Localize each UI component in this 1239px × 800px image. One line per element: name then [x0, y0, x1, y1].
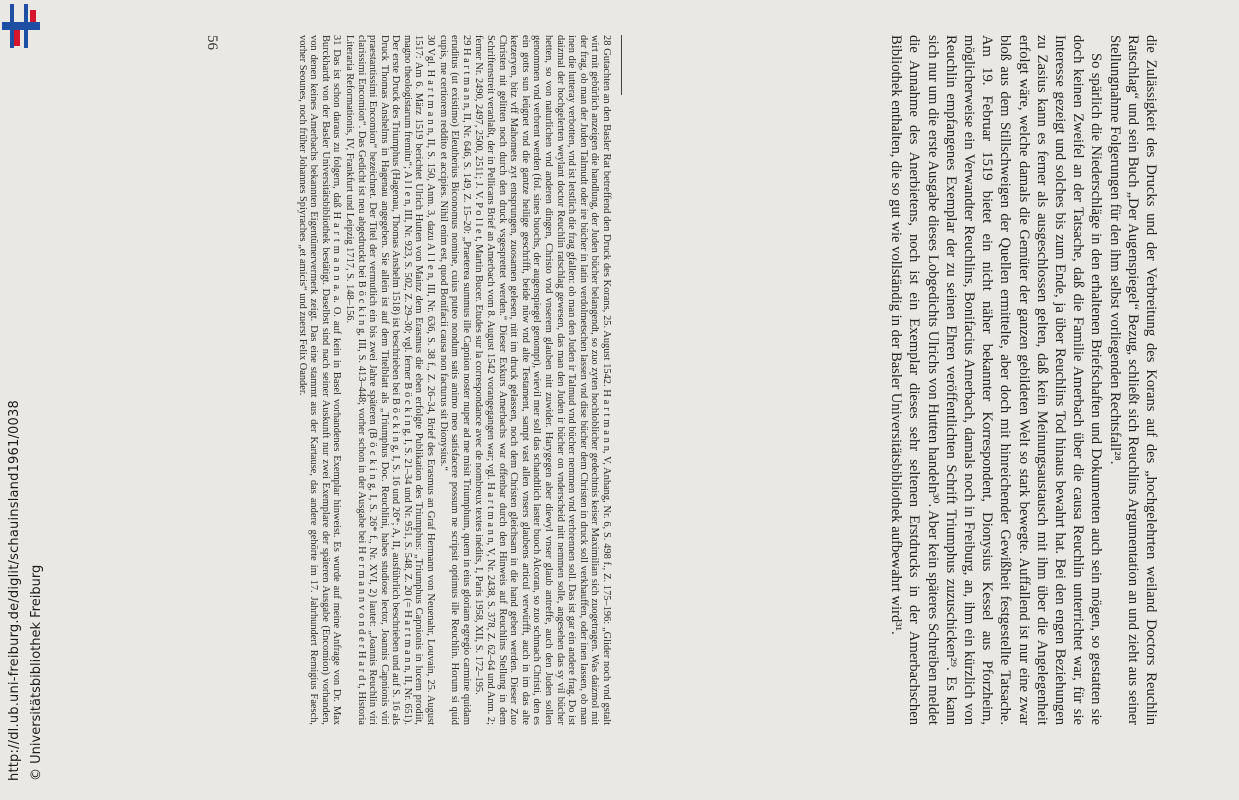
body-text [887, 35, 1160, 725]
footnote: 29 H a r t m a n n, II, Nr. 646, S. 149, Z. 15–20: „Praeterea summus ille Capnion noster nuper ad me misit Triumphum, quem in eius gloriam egregio carmine quidam eruditus (ut existimo) Eleutherius Biconomus nomine, cuius puteo nondum satis animo meo satisfacere possum ne scripsit optimus ille Reuchlin. Horum si quid cupis, me certiorem reddito et accipies. Nihil enim est, quod Bonifacii causa non facturus sit Dionysius.“ [437, 35, 472, 725]
footnote: 31 Das ist schon daraus zu folgern, daß H a r t m a n n a. a. O. auf kein in Basel vorhandenes Exemplar hinweist. Es wurde auf meine Anfrage von Dr. Max Burckhardt von der Basler Universitätsbibliothek bestätigt. Daselbst sind nach seiner Auskunft nur zwei Exemplare der späteren Ausgabe (Encomion) vorhanden, von denen keines Amerbachs bekannten Eigentümervermerk zeigt. Das eine stammt aus der Kartause, das andere gehörte im 17. Jahrhundert Remigius Faesch, vorher Seounes, noch früher Johannes Spiyraches „et amicis“ und zuerst Felix Oander. [296, 35, 343, 725]
library-logo [0, 0, 44, 60]
footnote: 28 Gutachten an den Basler Rat betreffend den Druck des Korans, 25. August 1542. H a r t m a n n, V, Anhang, Nr. 6, S. 498 f., Z. 175–196: „Glider noch vnd gstalt wirt mit gebürlich anzeigen die handlung, der Juden bücher belangendt, so zuo zyten hochloblicher gedechtnis keiser Maximilian sich zuogetragen. Was daizmol mit der frag, ob man der Juden Talmudt oder ire bücher in latin verdolmetschen lassen vnd dise bücher dem Christen in druck soll verkhauffen, oder inen lassen, ob man inen die lutteray verbotten, vnd ist letstlich die frag gfallen: ob man den Juden ir Talmud vnd bücher nemmen vnd verbrennen soll. Das ist gar ein andere frag. Do ist daizmal der hochgelerten weylant doctor Reuchlin ratschlag gewesen, das man den Juden ir bücher on vnderscheid nitt nemmen solle, angesehen das sy vil bücher hetten, so von naturlichen vnd anderen dingen, Christo vnd vnserem glauben nitt zuwider. Harygegen aber diewyl vnser glaub antreffe, auch den Juden sollen genommen vnd verbrent werden (fol. sines buochs, der augenspiegel genompt), wievil mer soll das schandtlich laster buoch Alcoran, so zuo schmach Christi, den es ein gotts sun leügnet vnd die gantze heilige geschrifft, beide nüw vnd alte Testament, sampt vast allen vnsers glaubens articul verwürfft, auch in im das alte ketzeryen, bitz vff Mahomets zyt entsprungen, zuosamen gelesen, nitt im druck gelassen, noch dem Christen gleichsam in die hand geben werden. Dieser Zuo Christen nit gelitten noch durch den druck vsgesprettet werden.“ Dieser Exkurs Amerbachs war offenbar durch den Hinweis auf Reuchlins Stellung in dem Schriftenstreit veranlaßt, der in Pellicans Brief an Amerbach vom 8. August 1542 vorangegangen war; vgl. H a r t m a n n, V, Nr. 2438, S. 378, Z. 62–64 und Anm. 2; ferner Nr. 2490, 2497, 2500, 2511; J. V. P o l l e t, Martin Bucer. Etudes sur la correspondance avec de nombreux textes inédits, I, Paris 1958, XII, S. 172–195. [473, 35, 612, 725]
page-content [160, 35, 1160, 725]
source-url[interactable]: http://dl.ub.uni-freiburg.de/diglit/schauinsland1961/0038 [7, 400, 22, 781]
copyright-notice: © Universitätsbibliothek Freiburg [29, 564, 44, 781]
scanned-page [160, 35, 1160, 765]
footnotes [295, 35, 612, 725]
paragraph: die Zulässigkeit des Drucks und der Verbreitung des Korans auf des „hochgelehrten weiland Doctors Reuchlin Ratschlag“ und sein Buch „Der Augenspiegel“ Bezug, schließt sich Reuchlins Argumentation an und zieht aus seiner Stellungnahme Folgerungen für den ihm selbst vorliegenden Rechtsfall²⁸. [1106, 35, 1159, 725]
paragraph: So spärlich die Niederschläge in den erhaltenen Briefschaften und Dokumenten auch sein mögen, so gestatten sie doch keinen Zweifel an der Tatsache, daß die Familie Amerbach über die causa Reuchlin unterrichtet war, für sie Interesse gezeigt und solches bis zum Ende, ja über Reuchlins Tod hinaus bewahrt hat. Bei den engen Beziehungen zu Zasius kann es ferner als ausgeschlossen gelten, daß kein Meinungsaustausch mit ihm über die Angelegenheit erfolgt wäre, welche damals die Gemüter der ganzen gebildeten Welt so stark bewegte. Auffallend ist nur eine zwar bloß aus dem Stillschweigen der Quellen ermittelte, aber doch mit hinreichender Gewißheit festgestellte Tatsache. Am 19. Februar 1519 bietet ein nicht näher bekannter Korrespondent, Dionysius Kessel aus Pforzheim, möglicherweise ein Verwandter Reuchlins, Bonifacius Amerbach, damals noch in Freiburg, an, ihm ein kürzlich von Reuchlin empfangenes Exemplar der zu seinen Ehren veröffentlichten Schrift Triumphus zuzuschicken²⁹. Es kann sich nur um die erste Ausgabe dieses Lobgedichts Ulrichs von Hutten handeln³⁰. Aber kein späteres Schreiben meldet die Annahme des Anerbietens, noch ist ein Exemplar dieses sehr seltenen Erstdrucks in der Amerbachschen Bibliothek enthalten, die so gut wie vollständig in der Basler Universitätsbibliothek aufbewahrt wird³¹. [888, 35, 1105, 725]
page-number: 56 [204, 35, 220, 50]
footnote-rule [621, 35, 622, 95]
footnote: 30 Vgl. H a r t m a n n, II, S. 150, Anm. 3, dazu A l l e n, III, Nr. 636, S. 38 f., Z. 26–34, Brief des Erasmus an Graf Hermann von Neuenahr, Louvain, 25. August 1517: Am 6. März 1519 berichtet Ulrich Hutten von Mainz dem Erasmus die eben erfolgte Publikation des Triumphus: „Triumphus Capnionis in lucem prodiit, magno theologistarum fremitu“; A l l e n, III, Nr. 923, S. 502, Z. 29–30; vgl. ferner B ö c k i n g, I, S. 21–34 und Nr. 951, S. 548, Z. 20 (= H a r t m a n n, II, Nr. 651). Der erste Druck des Triumphus (Hagenau, Thomas Anshelm 1518) ist beschrieben bei B ö c k i n g, I, S. 16 und 26*; A, II, ausführlich beschrieben und auf S. 16 als Druck Thomas Anshelms in Hagenau angegeben. Sie allein ist auf dem Titelblatt als „Triumphus Doc. Reuchlini, habes studiose lector, Joannis Capnionis viri praestantissimi Encomion“ bezeichnet. Der Titel der vermutlich ein bis zwei Jahre späteren (B ö c k i n g, I, S. 26* f., Nr. XVI, 2) lautet: „Joannis Reuchlin viri clarissimi Encomion“. Das Gedicht ist neu abgedruckt bei B ö c k i n g, III, S. 413–448; vorher schon in der Ausgabe bei H e r m a n n v o n d e r H a r d t, Historia Literaria Reformationis, IV, Frankfurt und Leipzig 1717, S. 148–156. [343, 35, 437, 725]
